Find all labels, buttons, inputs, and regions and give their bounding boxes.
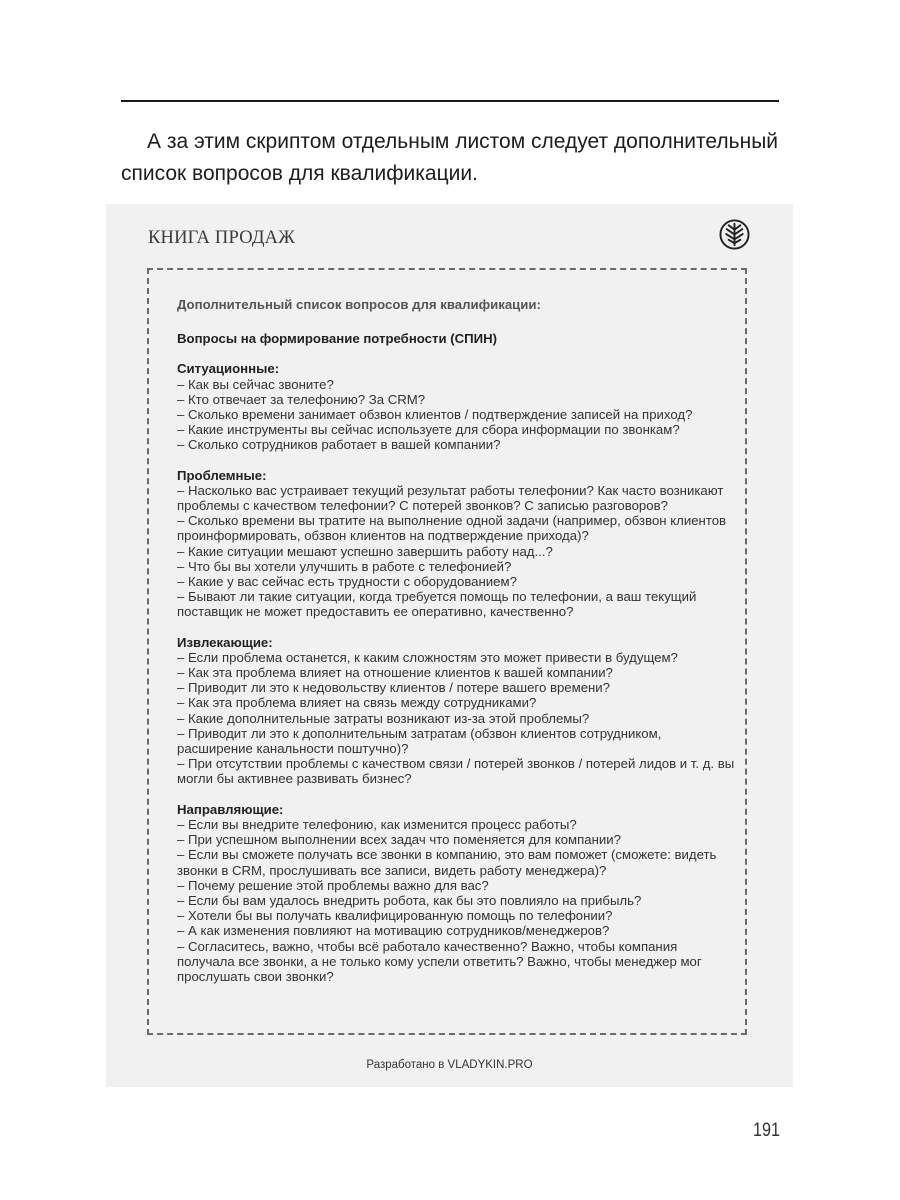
- section-title: Извлекающие:: [177, 634, 273, 650]
- question-item: – Как эта проблема влияет на отношение клиентов к вашей компании?: [177, 665, 613, 681]
- page-number: 191: [753, 1120, 780, 1141]
- book-title: КНИГА ПРОДАЖ: [148, 228, 295, 248]
- question-section: [177, 361, 737, 452]
- list-title: Дополнительный список вопросов для квалификации:: [177, 297, 541, 312]
- question-item: – Сколько сотрудников работает в вашей компании?: [177, 437, 501, 453]
- spin-subtitle: Вопросы на формирование потребности (СПИН): [177, 331, 498, 347]
- question-section: [177, 802, 737, 984]
- question-item: – Почему решение этой проблемы важно для вас?: [177, 877, 489, 893]
- question-item: – Если вы сможете получать все звонки в компанию, это вам поможет (сможете: видеть звонки в CRM, прослушивать все записи, видеть работу менеджера)?: [177, 847, 717, 878]
- question-item: – Какие дополнительные затраты возникают из-за этой проблемы?: [177, 710, 590, 726]
- section-title: Направляющие:: [177, 801, 284, 817]
- question-item: – Как эта проблема влияет на связь между сотрудниками?: [177, 695, 537, 711]
- question-section: [177, 635, 737, 787]
- question-item: – Сколько времени вы тратите на выполнение одной задачи (например, обзвон клиентов проинформировать, обзвон клиентов на подтверждение прихода)?: [177, 513, 727, 544]
- question-list: [177, 297, 737, 999]
- question-section: [177, 468, 737, 620]
- question-item: – Если вы внедрите телефонию, как изменится процесс работы?: [177, 816, 577, 832]
- question-item: – Приводит ли это к недовольству клиентов / потере вашего времени?: [177, 680, 611, 696]
- footer-credit: Разработано в VLADYKIN.PRO: [366, 1059, 533, 1071]
- question-item: – Какие ситуации мешают успешно завершить работу над...?: [177, 543, 553, 559]
- question-item: – Если проблема останется, к каким сложностям это может привести в будущем?: [177, 649, 678, 665]
- intro-paragraph: А за этим скриптом отдельным листом следует дополнительный список вопросов для квалификации.: [121, 130, 779, 185]
- question-item: – Согласитесь, важно, чтобы всё работало качественно? Важно, чтобы компания получала все звонки, а не только кому успели ответить? Важно, чтобы менеджер мог прослушать свои звонки?: [177, 938, 702, 984]
- sections-container: [177, 361, 737, 984]
- question-item: – Что бы вы хотели улучшить в работе с телефонией?: [177, 558, 512, 574]
- question-item: – Если бы вам удалось внедрить робота, как бы это повлияло на прибыль?: [177, 892, 642, 908]
- question-item: – Хотели бы вы получать квалифицированную помощь по телефонии?: [177, 908, 613, 924]
- question-item: – Кто отвечает за телефонию? За CRM?: [177, 391, 426, 407]
- worksheet-card: [106, 204, 793, 1087]
- question-item: – Как вы сейчас звоните?: [177, 376, 334, 392]
- question-item: – Насколько вас устраивает текущий результат работы телефонии? Как часто возникают проблемы с качеством телефонии? С потерей звонков? С записью разговоров?: [177, 482, 724, 514]
- question-item: – Какие инструменты вы сейчас используете для сбора информации по звонкам?: [177, 422, 680, 438]
- question-item: – Сколько времени занимает обзвон клиентов / подтверждение записей на приход?: [177, 407, 693, 423]
- question-item: – Бывают ли такие ситуации, когда требуется помощь по телефонии, а ваш текущий поставщик не может предоставить ее оперативно, качественно?: [177, 589, 697, 620]
- section-title: Проблемные:: [177, 467, 267, 483]
- top-rule: [121, 100, 779, 102]
- tree-emblem-icon: [719, 219, 750, 250]
- question-item: – А как изменения повлияют на мотивацию сотрудников/менеджеров?: [177, 923, 610, 939]
- question-item: – Какие у вас сейчас есть трудности с оборудованием?: [177, 574, 517, 590]
- question-item: – Приводит ли это к дополнительным затратам (обзвон клиентов сотрудником, расширение канальности поштучно)?: [177, 725, 662, 757]
- question-item: – При отсутствии проблемы с качеством связи / потерей звонков / потерей лидов и т. д. вы могли бы активнее развивать бизнес?: [177, 756, 735, 787]
- question-item: – При успешном выполнении всех задач что поменяется для компании?: [177, 832, 621, 848]
- section-title: Ситуационные:: [177, 361, 280, 377]
